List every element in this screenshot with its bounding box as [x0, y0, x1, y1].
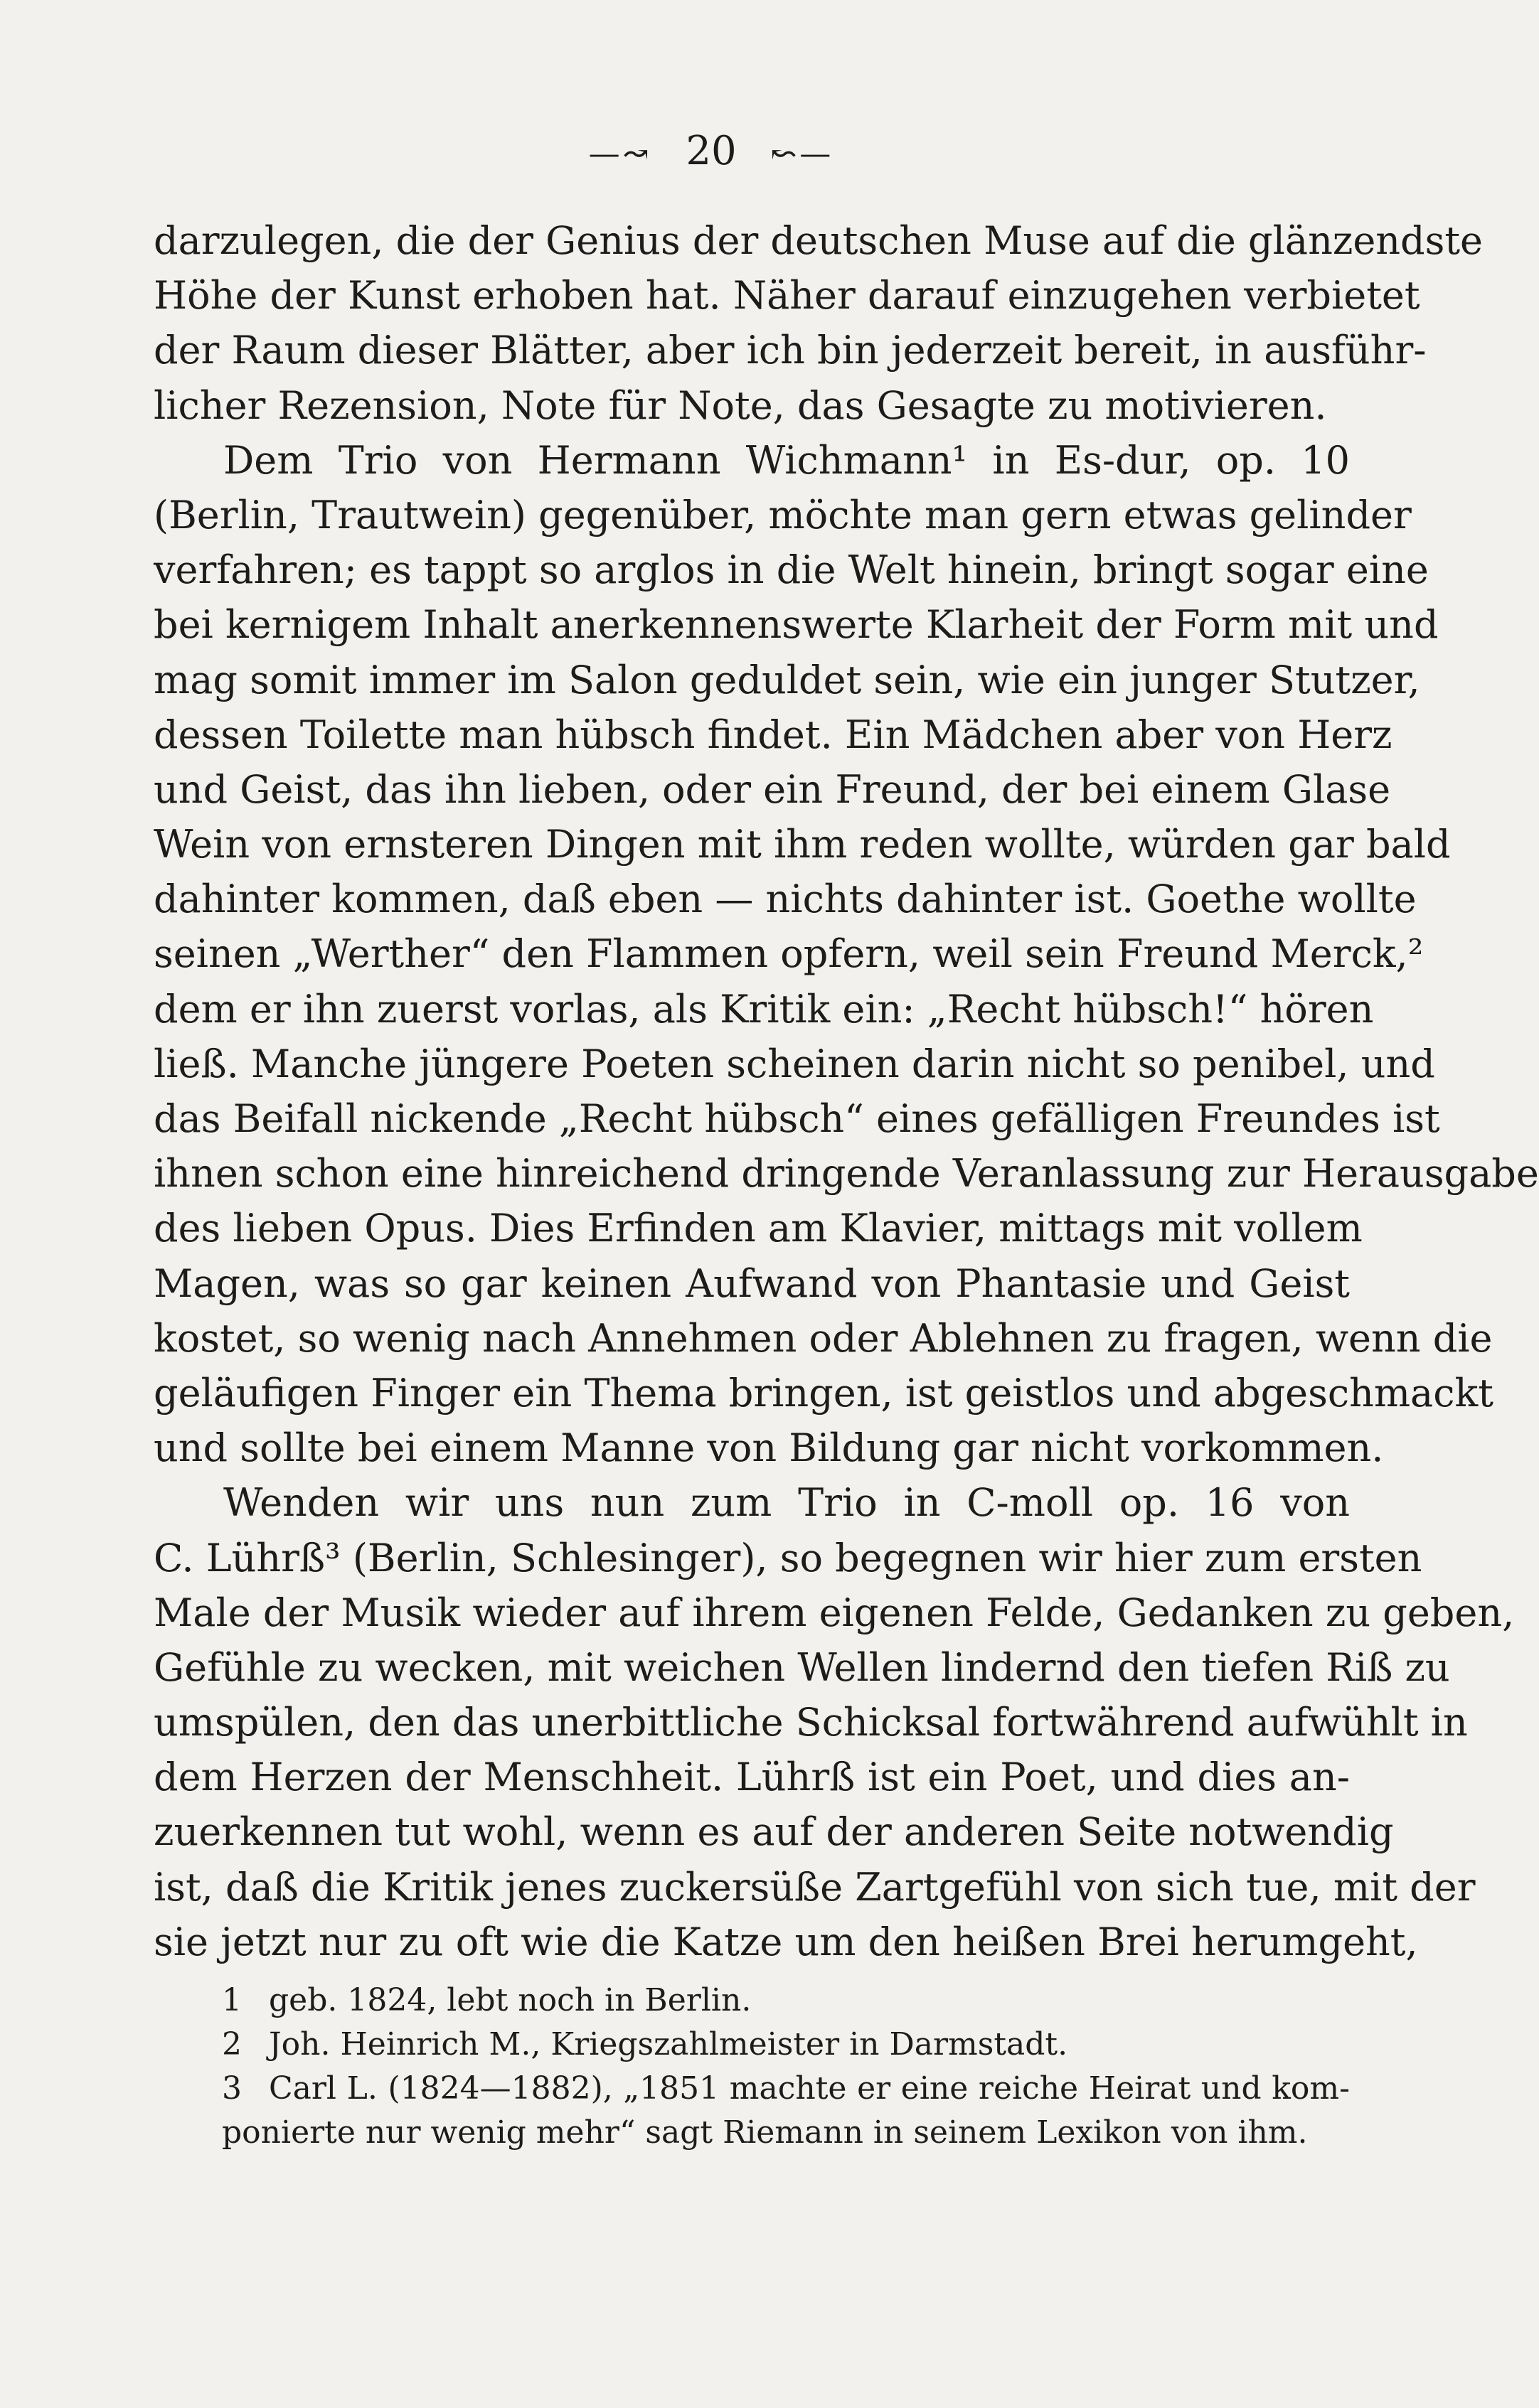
footnote-mark: 2: [222, 2026, 242, 2062]
footnotes: [154, 1979, 1350, 2155]
ornament-left: —↝: [588, 136, 652, 172]
footnote-text: geb. 1824, lebt noch in Berlin.: [269, 1982, 752, 2018]
footnote-text: ponierte nur wenig mehr“ sagt Riemann in seinem Lexikon von ihm.: [222, 2114, 1308, 2151]
text-line: zuerkennen tut wohl, wenn es auf der anderen Seite notwendig: [154, 1809, 1394, 1855]
text-line: der Raum dieser Blätter, aber ich bin jederzeit bereit, in ausführ-: [154, 328, 1427, 373]
text-line: Dem Trio von Hermann Wichmann¹ in Es-dur, op. 10: [223, 437, 1350, 483]
text-line: (Berlin, Trautwein) gegenüber, möchte man gern etwas gelinder: [154, 492, 1412, 537]
text-line: dessen Toilette man hübsch findet. Ein Mädchen aber von Herz: [154, 712, 1392, 757]
text-line: Höhe der Kunst erhoben hat. Näher darauf einzugehen verbietet: [154, 273, 1420, 319]
text-line: sie jetzt nur zu oft wie die Katze um den heißen Brei herumgeht,: [154, 1919, 1418, 1964]
footnote-mark: 1: [222, 1982, 242, 2018]
text-line: darzulegen, die der Genius der deutschen Muse auf die glänzendste: [154, 218, 1483, 263]
text-line: verfahren; es tappt so arglos in die Welt hinein, bringt sogar eine: [154, 547, 1429, 593]
page-header: [0, 127, 1422, 179]
text-line: ist, daß die Kritik jenes zuckersüße Zartgefühl von sich tue, mit der: [154, 1864, 1476, 1910]
text-line: mag somit immer im Salon geduldet sein, wie ein junger Stutzer,: [154, 657, 1420, 702]
text-line: C. Lührß³ (Berlin, Schlesinger), so begegnen wir hier zum ersten: [154, 1535, 1422, 1580]
text-line: geläufigen Finger ein Thema bringen, ist geistlos und abgeschmackt: [154, 1370, 1493, 1416]
footnote-mark: 3: [222, 2070, 242, 2107]
text-line: dem er ihn zuerst vorlas, als Kritik ein: „Recht hübsch!“ hören: [154, 986, 1374, 1032]
footnote-text: Joh. Heinrich M., Kriegszahlmeister in Darmstadt.: [269, 2026, 1068, 2062]
text-line: und sollte bei einem Manne von Bildung gar nicht vorkommen.: [154, 1425, 1384, 1471]
text-line: ließ. Manche jüngere Poeten scheinen darin nicht so penibel, und: [154, 1041, 1435, 1086]
text-line: Wenden wir uns nun zum Trio in C-moll op. 16 von: [223, 1480, 1350, 1526]
text-line: Magen, was so gar keinen Aufwand von Phantasie und Geist: [154, 1261, 1350, 1306]
text-line: dem Herzen der Menschheit. Lührß ist ein Poet, und dies an-: [154, 1755, 1350, 1800]
footnote: [154, 2067, 1350, 2111]
text-line: dahinter kommen, daß eben — nichts dahinter ist. Goethe wollte: [154, 877, 1417, 922]
page-number: 20: [686, 128, 737, 174]
footnote: [154, 1979, 1350, 2023]
text-line: licher Rezension, Note für Note, das Gesagte zu motivieren.: [154, 382, 1327, 428]
text-line: seinen „Werther“ den Flammen opfern, weil sein Freund Merck,²: [154, 931, 1424, 977]
text-line: das Beifall nickende „Recht hübsch“ eines gefälligen Freundes ist: [154, 1096, 1440, 1141]
text-line: bei kernigem Inhalt anerkennenswerte Klarheit der Form mit und: [154, 602, 1439, 648]
footnote: [154, 2023, 1350, 2067]
text-line: Wein von ernsteren Dingen mit ihm reden wollte, würden gar bald: [154, 822, 1451, 867]
body-text: [154, 213, 1539, 1969]
text-line: des lieben Opus. Dies Erfinden am Klavier, mittags mit vollem: [154, 1206, 1363, 1251]
text-line: Gefühle zu wecken, mit weichen Wellen lindernd den tiefen Riß zu: [154, 1644, 1450, 1690]
text-line: ihnen schon eine hinreichend dringende Veranlassung zur Herausgabe: [154, 1151, 1539, 1197]
ornament-right: ↜—: [770, 136, 834, 172]
text-line: Male der Musik wieder auf ihrem eigenen Felde, Gedanken zu geben,: [154, 1590, 1515, 1635]
text-line: kostet, so wenig nach Annehmen oder Ablehnen zu fragen, wenn die: [154, 1315, 1493, 1361]
text-line: und Geist, das ihn lieben, oder ein Freund, der bei einem Glase: [154, 766, 1391, 812]
footnote-text: Carl L. (1824—1882), „1851 machte er eine reiche Heirat und kom-: [269, 2070, 1350, 2107]
footnote: [154, 2111, 1350, 2155]
text-line: umspülen, den das unerbittliche Schicksal fortwährend aufwühlt in: [154, 1700, 1468, 1745]
